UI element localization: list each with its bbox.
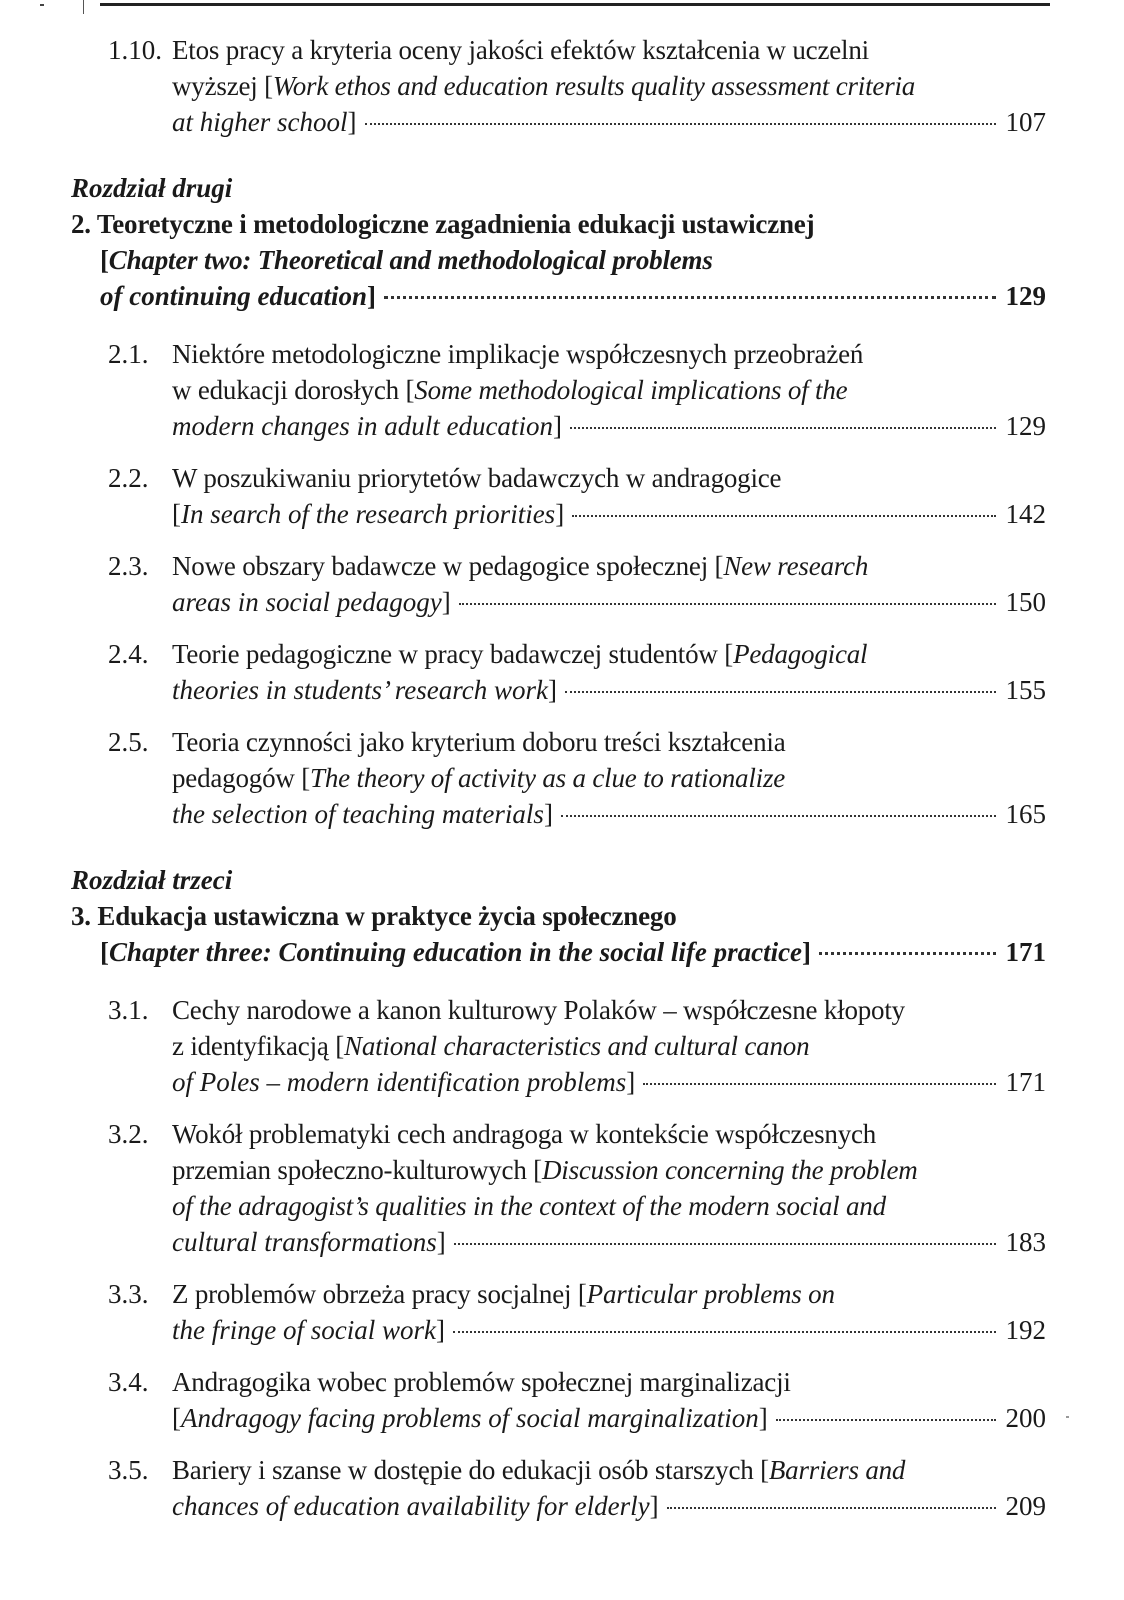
bracket: ] [626, 1067, 636, 1097]
bracket: ] [552, 411, 562, 441]
entry-title-pl: Cechy narodowe a kanon kulturowy Polaków – współczesne kłopoty [172, 995, 905, 1025]
leader-dots [643, 1083, 995, 1085]
entry-title-pl: Teorie pedagogiczne w pracy badawczej studentów [ [172, 639, 734, 669]
entry-title-en: The theory of activity as a clue to rationalize [310, 763, 786, 793]
entry-title-pl: w edukacji dorosłych [ [172, 375, 415, 405]
entry-title-en: the fringe of social work [172, 1315, 436, 1345]
bracket: ] [543, 799, 553, 829]
entry-number: 3.1. [108, 995, 149, 1025]
header-rule [100, 3, 1050, 6]
entry-leader-line [172, 1064, 1046, 1100]
entry-leader-line [172, 1224, 1046, 1260]
chapter-title-en: of continuing education [100, 281, 368, 311]
entry-title-line2 [172, 1028, 809, 1064]
entry-number: 3.4. [108, 1367, 149, 1397]
page-number: 107 [1005, 107, 1046, 137]
leader-dots [565, 691, 996, 693]
entry-title-en: cultural transformations [172, 1227, 437, 1257]
entry-title-en: Discussion concerning the problem [541, 1155, 918, 1185]
entry-title-en: areas in social pedagogy [172, 587, 442, 617]
entry-title-line2 [172, 372, 847, 408]
entry-title-pl: W poszukiwaniu priorytetów badawczych w andragogice [172, 463, 782, 493]
entry-title-line1 [172, 1452, 905, 1488]
entry-leader-line [172, 408, 1046, 444]
page-number: 183 [1005, 1227, 1046, 1257]
bracket: ] [347, 107, 357, 137]
bracket: ] [758, 1403, 768, 1433]
entry-leader-line [172, 672, 1046, 708]
entry-title-en: theories in students’ research work [172, 675, 548, 705]
chapter-leader-line [100, 278, 1046, 314]
entry-title-en: the selection of teaching materials [172, 799, 544, 829]
chapter-title-pl: 3. Edukacja ustawiczna w praktyce życia społecznego [71, 901, 677, 931]
leader-dots [365, 123, 996, 125]
entry-title-en: modern changes in adult education [172, 411, 553, 441]
entry-title-pl: pedagogów [ [172, 763, 311, 793]
entry-number: 2.3. [108, 551, 149, 581]
entry-title-pl: wyższej [ [172, 71, 273, 101]
page-number: 142 [1005, 499, 1046, 529]
entry-title-pl: Bariery i szanse w dostępie do edukacji osób starszych [ [172, 1455, 769, 1485]
leader-dots [570, 427, 996, 429]
chapter-title-en: Chapter two: Theoretical and methodological problems [108, 245, 713, 275]
page-number: 129 [1005, 281, 1046, 311]
leader-dots [572, 515, 995, 517]
chapter-title-en-line [100, 242, 713, 278]
bracket: ] [435, 1315, 445, 1345]
entry-title-line1 [172, 548, 868, 584]
entry-title-en: Andragogy facing problems of social marginalization [181, 1403, 759, 1433]
bracket: [ [100, 245, 109, 275]
entry-title-pl: przemian społeczno-kulturowych [ [172, 1155, 542, 1185]
entry-title-line2 [172, 760, 785, 796]
entry-title-en: In search of the research priorities [181, 499, 556, 529]
bracket: ] [802, 937, 812, 967]
page-number: 155 [1005, 675, 1046, 705]
entry-title-line2 [172, 68, 915, 104]
chapter-title-pl: 2. Teoretyczne i metodologiczne zagadnienia edukacji ustawicznej [71, 209, 815, 239]
page-number: 171 [1005, 937, 1046, 967]
entry-title-pl: Nowe obszary badawcze w pedagogice społecznej [ [172, 551, 724, 581]
entry-leader-line [172, 584, 1046, 620]
entry-title-pl: Z problemów obrzeża pracy socjalnej [ [172, 1279, 587, 1309]
page-number: 192 [1005, 1315, 1046, 1345]
bracket: [ [172, 1403, 181, 1433]
entry-number: 3.2. [108, 1119, 149, 1149]
entry-title-pl: Etos pracy a kryteria oceny jakości efektów kształcenia w uczelni [172, 35, 869, 65]
bracket: [ [172, 499, 181, 529]
entry-title-pl: Niektóre metodologiczne implikacje współczesnych przeobrażeń [172, 339, 864, 369]
entry-number: 2.1. [108, 339, 149, 369]
entry-number: 3.5. [108, 1455, 149, 1485]
page-number: 150 [1005, 587, 1046, 617]
entry-title-pl: Teoria czynności jako kryterium doboru treści kształcenia [172, 727, 786, 757]
entry-leader-line [172, 796, 1046, 832]
entry-title-en: Particular problems on [586, 1279, 835, 1309]
entry-title-en: at higher school [172, 107, 348, 137]
entry-title-en: of Poles – modern identification problems [172, 1067, 627, 1097]
entry-leader-line [172, 1488, 1046, 1524]
leader-dots [453, 1331, 996, 1333]
bracket: ] [441, 587, 451, 617]
page-number: 129 [1005, 411, 1046, 441]
entry-title-en: Pedagogical [733, 639, 868, 669]
chapter-leader-line [100, 934, 1046, 970]
leader-dots [454, 1243, 996, 1245]
entry-title-en: Barriers and [768, 1455, 906, 1485]
entry-title-en: National characteristics and cultural canon [344, 1031, 810, 1061]
margin-tick [83, 0, 84, 14]
chapter-label: Rozdział trzeci [71, 865, 233, 895]
entry-title-en: chances of education availability for elderly [172, 1491, 650, 1521]
entry-title-en: of the adragogist’s qualities in the context of the modern social and [172, 1191, 886, 1221]
leader-dots [384, 296, 995, 299]
entry-number: 2.5. [108, 727, 149, 757]
entry-title-pl: z identyfikacją [ [172, 1031, 345, 1061]
chapter-title-en: Chapter three: Continuing education in the social life practice [109, 937, 803, 967]
chapter-label: Rozdział drugi [71, 173, 233, 203]
entry-title-en: Some methodological implications of the [414, 375, 848, 405]
page-number: 165 [1005, 799, 1046, 829]
entry-number: 2.2. [108, 463, 149, 493]
entry-title-pl: Andragogika wobec problemów społecznej marginalizacji [172, 1367, 791, 1397]
leader-dots [819, 952, 995, 955]
bracket: ] [436, 1227, 446, 1257]
entry-title-en: New research [723, 551, 869, 581]
bracket: [ [100, 937, 109, 967]
entry-title-line1 [172, 636, 867, 672]
margin-mark [40, 4, 44, 6]
leader-dots [561, 815, 996, 817]
entry-number: 3.3. [108, 1279, 149, 1309]
bracket: ] [555, 499, 565, 529]
bracket: ] [649, 1491, 659, 1521]
entry-leader-line [172, 1400, 1046, 1436]
entry-leader-line [172, 1312, 1046, 1348]
page-number: 209 [1005, 1491, 1046, 1521]
leader-dots [776, 1419, 996, 1421]
entry-leader-line [172, 104, 1046, 140]
leader-dots [667, 1507, 996, 1509]
entry-number: 1.10. [108, 35, 162, 65]
entry-number: 2.4. [108, 639, 149, 669]
entry-title-pl: Wokół problematyki cech andragoga w kontekście współczesnych [172, 1119, 877, 1149]
page-number: 200 [1005, 1403, 1046, 1433]
entry-title-line2 [172, 1152, 918, 1188]
entry-title-line1 [172, 1276, 835, 1312]
leader-dots [459, 603, 996, 605]
bracket: ] [367, 281, 377, 311]
entry-leader-line [172, 496, 1046, 532]
page-number: 171 [1005, 1067, 1046, 1097]
bracket: ] [547, 675, 557, 705]
entry-title-en: Work ethos and education results quality assessment criteria [272, 71, 916, 101]
scan-speck [1066, 1416, 1069, 1418]
